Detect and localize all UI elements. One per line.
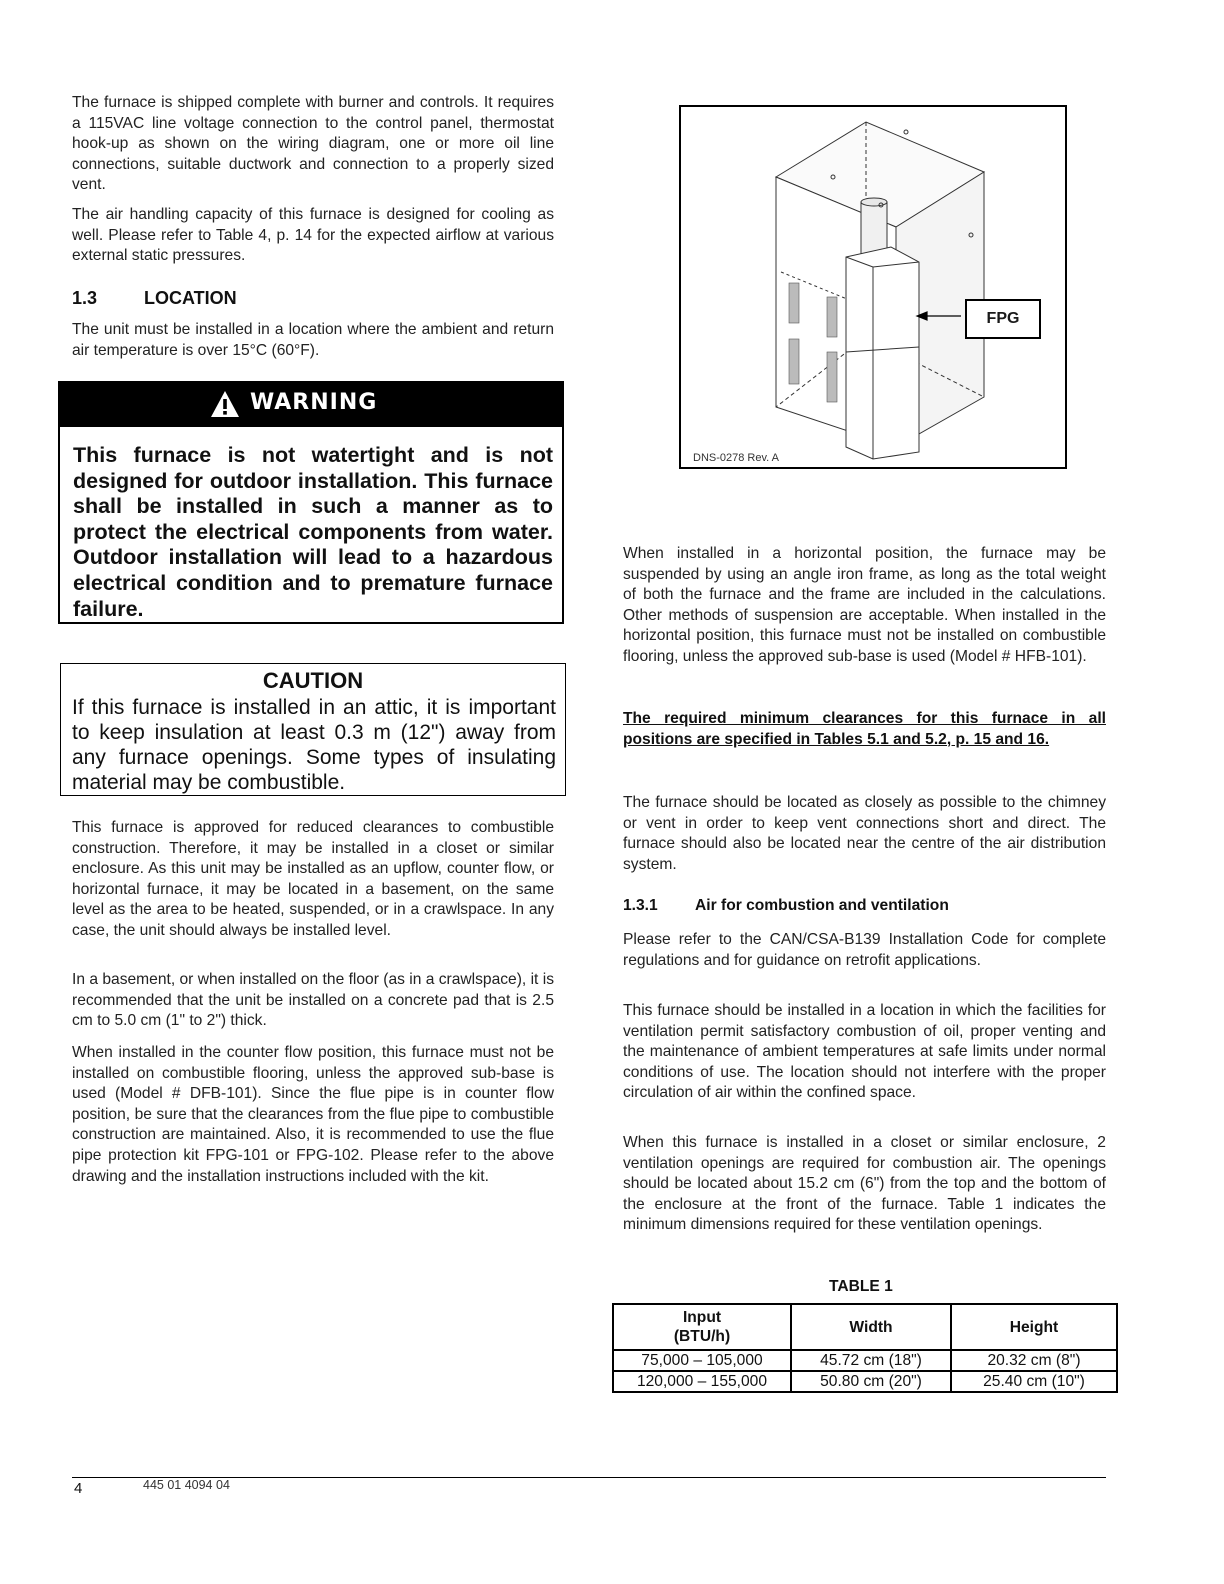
- warning-triangle-icon: [210, 389, 240, 419]
- horizontal-paragraph: When installed in a horizontal position, the furnace may be suspended by using an angle iron frame, as long as the total weight of both the furnace and the frame are included in the calculations. Other methods of suspension are acceptable. When installed in the horizontal position, this furnace must not be installed on combustible flooring, unless the approved sub-base is used (Model # HFB-101).: [623, 545, 1106, 665]
- clearance-note: The required minimum clearances for this furnace in all positions are specified in Tables 5.1 and 5.2, p. 15 and 16.: [623, 710, 1106, 748]
- table-cell: 50.80 cm (20"): [791, 1371, 951, 1392]
- ventilation-table: [612, 1303, 1118, 1393]
- intro-paragraph-1: The furnace is shipped complete with burner and controls. It requires a 115VAC line voltage connection to the control panel, thermostat hook-up as shown on the wiring diagram, one or more oil line connections, suitable ductwork and connection to a properly sized vent.: [72, 94, 554, 194]
- table-row: [613, 1371, 1117, 1392]
- warning-text: This furnace is not watertight and is not designed for outdoor installation. This furnace shall be installed in such a manner as to protect the electrical components from water. Outdoor installation will lead to a hazardous electrical condition and to premature furnace failure.: [73, 443, 553, 621]
- caution-text: If this furnace is installed in an attic, it is important to keep insulation at least 0.3 m (12") away from any furnace openings. Some types of insulating material may be combustible.: [72, 696, 556, 794]
- subsection-heading: [623, 897, 949, 915]
- warning-header-bar: [60, 383, 562, 427]
- fpg-label-box: [965, 299, 1041, 339]
- furnace-figure: [679, 105, 1067, 469]
- section-heading-location: [72, 288, 237, 309]
- caution-title: CAUTION: [262, 668, 364, 693]
- code-paragraph: Please refer to the CAN/CSA-B139 Installation Code for complete regulations and for guidance on retrofit applications.: [623, 931, 1106, 969]
- ventilation-paragraph: This furnace should be installed in a location in which the facilities for ventilation permit satisfactory combustion of oil, proper venting and the maintenance of ambient temperatures at safe limits under normal conditions of use. The location should not interfere with the proper circulation of air within the confined space.: [623, 1002, 1106, 1102]
- table-cell: 25.40 cm (10"): [951, 1371, 1117, 1392]
- table-cell: 45.72 cm (18"): [791, 1350, 951, 1371]
- subsection-title: Air for combustion and ventilation: [695, 897, 949, 914]
- chimney-paragraph: The furnace should be located as closely as possible to the chimney or vent in order to keep vent connections short and direct. The furnace should also be located near the centre of the air distribution system.: [623, 794, 1106, 873]
- header-height: Height: [951, 1304, 1117, 1350]
- header-input: [613, 1304, 791, 1350]
- fpg-label: FPG: [986, 310, 1020, 327]
- warning-title: WARNING: [250, 390, 378, 415]
- page-number: 4: [74, 1480, 83, 1497]
- warning-box: [58, 381, 564, 624]
- closet-paragraph: When this furnace is installed in a closet or similar enclosure, 2 ventilation openings are required for combustion air. The openings should be located about 15.2 cm (6") from the top and the bottom of the enclosure at the front of the furnace. Table 1 indicates the minimum dimensions required for these ventilation openings.: [623, 1134, 1106, 1234]
- caution-box: [60, 663, 566, 796]
- document-number: 445 01 4094 04: [143, 1478, 230, 1492]
- table-title: TABLE 1: [829, 1278, 893, 1295]
- table-row: [613, 1350, 1117, 1371]
- header-input-line2: (BTU/h): [673, 1328, 731, 1345]
- subsection-number: 1.3.1: [623, 897, 658, 914]
- table-cell: 75,000 – 105,000: [613, 1350, 791, 1371]
- table-cell: 20.32 cm (8"): [951, 1350, 1117, 1371]
- counterflow-paragraph: When installed in the counter flow position, this furnace must not be installed on combustible flooring, unless the approved sub-base is used (Model # DFB-101). Since the flue pipe is in counter flow position, be sure that the clearances from the flue pipe to combustible construction are maintained. Also, it is recommended to use the flue pipe protection kit FPG-101 or FPG-102. Please refer to the above drawing and the installation instructions included with the kit.: [72, 1044, 554, 1185]
- furnace-drawing: [681, 107, 1065, 467]
- location-paragraph: The unit must be installed in a location where the ambient and return air temperature is over 15°C (60°F).: [72, 321, 554, 359]
- header-input-line1: Input: [682, 1309, 722, 1326]
- table-cell: 120,000 – 155,000: [613, 1371, 791, 1392]
- section-title: LOCATION: [144, 288, 237, 308]
- header-width: Width: [791, 1304, 951, 1350]
- table-header-row: [613, 1304, 1117, 1350]
- section-number: 1.3: [72, 288, 98, 308]
- clearances-paragraph: This furnace is approved for reduced clearances to combustible construction. Therefore, it may be installed in a closet or similar enclosure. As this unit may be installed as an upflow, counter flow, or horizontal furnace, it may be located in a basement, on the same level as the area to be heated, suspended, or in a crawlspace. In any case, the unit should always be installed level.: [72, 819, 554, 939]
- intro-paragraph-2: The air handling capacity of this furnace is designed for cooling as well. Please refer to Table 4, p. 14 for the expected airflow at various external static pressures.: [72, 206, 554, 265]
- figure-caption: DNS-0278 Rev. A: [693, 452, 780, 464]
- basement-paragraph: In a basement, or when installed on the floor (as in a crawlspace), it is recommended that the unit be installed on a concrete pad that is 2.5 cm to 5.0 cm (1" to 2") thick.: [72, 971, 554, 1030]
